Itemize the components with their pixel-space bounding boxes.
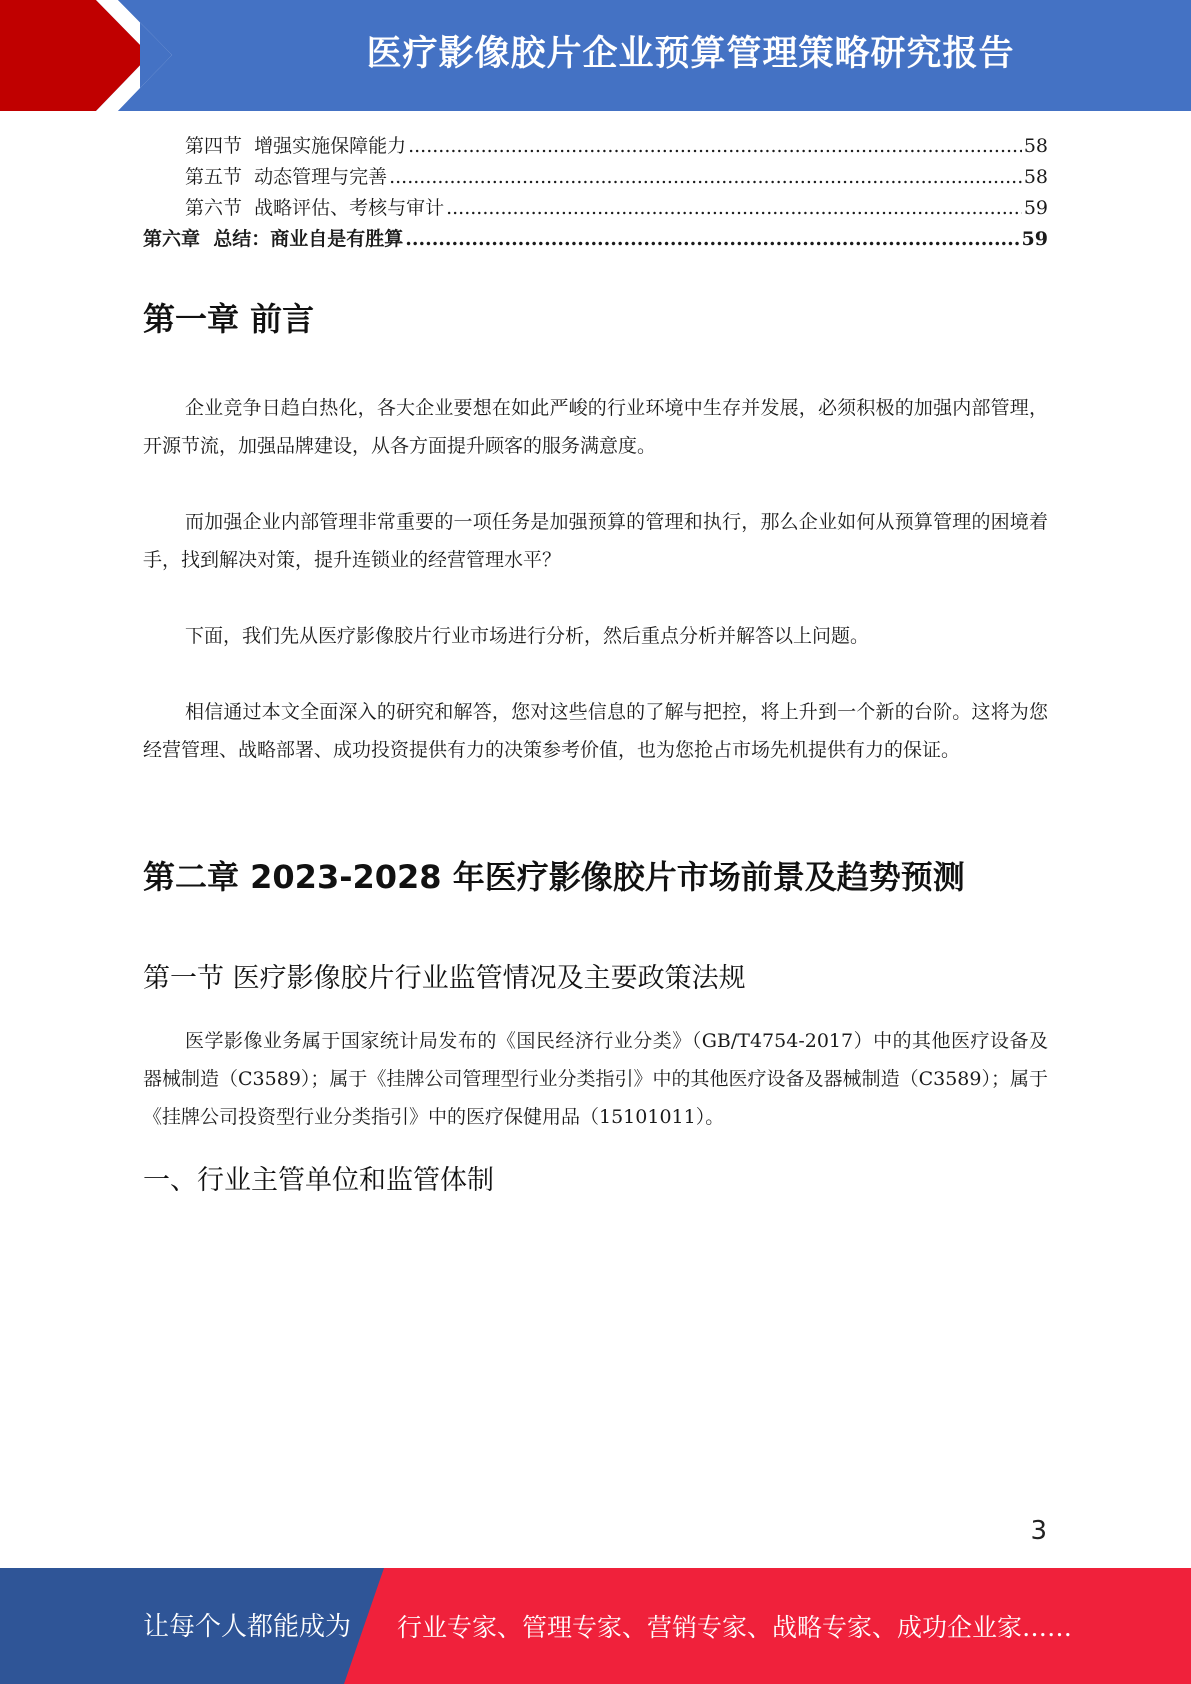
- toc-leader-dots: [389, 162, 1022, 193]
- toc-leader-dots: [405, 224, 1019, 255]
- toc-entry[interactable]: [143, 193, 1048, 224]
- toc-entry-page: 59: [1023, 197, 1048, 219]
- toc-leader-dots: [408, 131, 1022, 162]
- chapter-2-heading: 第二章 2023-2028 年医疗影像胶片市场前景及趋势预测: [143, 858, 965, 896]
- toc-entry-chapter[interactable]: [143, 224, 1048, 255]
- footer-slogan-right: 行业专家、管理专家、营销专家、战略专家、成功企业家……: [397, 1613, 1073, 1642]
- document-title: 医疗影像胶片企业预算管理策略研究报告: [366, 34, 1015, 74]
- toc-entry-title: 第四节 增强实施保障能力: [185, 135, 407, 157]
- subsection-1-heading: 一、行业主管单位和监管体制: [143, 1165, 494, 1196]
- toc-entry-page: 58: [1023, 166, 1048, 188]
- toc-entry-title: 第六节 战略评估、考核与审计: [185, 197, 445, 219]
- header-banner: [0, 0, 1191, 111]
- toc-entry-page: 58: [1023, 135, 1048, 157]
- chapter-1-paragraph-4: 相信通过本文全面深入的研究和解答，您对这些信息的了解与把控，将上升到一个新的台阶。这将为您经营管理、战略部署、成功投资提供有力的决策参考价值，也为您抢占市场先机提供有力的保证。: [143, 701, 1048, 761]
- toc-leader-dots: [446, 193, 1022, 224]
- toc-entry[interactable]: [143, 162, 1048, 193]
- chapter-1-heading: 第一章 前言: [143, 300, 315, 338]
- table-of-contents: [143, 131, 1048, 255]
- chapter-1-paragraph-3: 下面，我们先从医疗影像胶片行业市场进行分析，然后重点分析并解答以上问题。: [185, 625, 870, 647]
- chapter-1-paragraph-1: 企业竞争日趋白热化，各大企业要想在如此严峻的行业环境中生存并发展，必须积极的加强内部管理，开源节流，加强品牌建设，从各方面提升顾客的服务满意度。: [143, 397, 1048, 457]
- footer-slogan-left: 让每个人都能成为: [143, 1612, 352, 1642]
- footer-banner: [0, 1568, 1191, 1684]
- chapter-1-paragraph-2: 而加强企业内部管理非常重要的一项任务是加强预算的管理和执行，那么企业如何从预算管理的困境着手，找到解决对策，提升连锁业的经营管理水平？: [143, 511, 1048, 571]
- toc-entry[interactable]: [143, 131, 1048, 162]
- section-1-heading: 第一节 医疗影像胶片行业监管情况及主要政策法规: [143, 963, 746, 994]
- page-number: 3: [1030, 1516, 1047, 1546]
- section-1-paragraph: 医学影像业务属于国家统计局发布的《国民经济行业分类》（GB/T4754-2017）中的其他医疗设备及器械制造（C3589）；属于《挂牌公司管理型行业分类指引》中的其他医疗设备及器械制造（C3589）；属于《挂牌公司投资型行业分类指引》中的医疗保健用品（15101011）。: [143, 1030, 1048, 1128]
- toc-entry-title: 第五节 动态管理与完善: [185, 166, 388, 188]
- toc-entry-page: 59: [1021, 228, 1048, 250]
- toc-entry-title: 第六章 总结：商业自是有胜算: [143, 228, 404, 250]
